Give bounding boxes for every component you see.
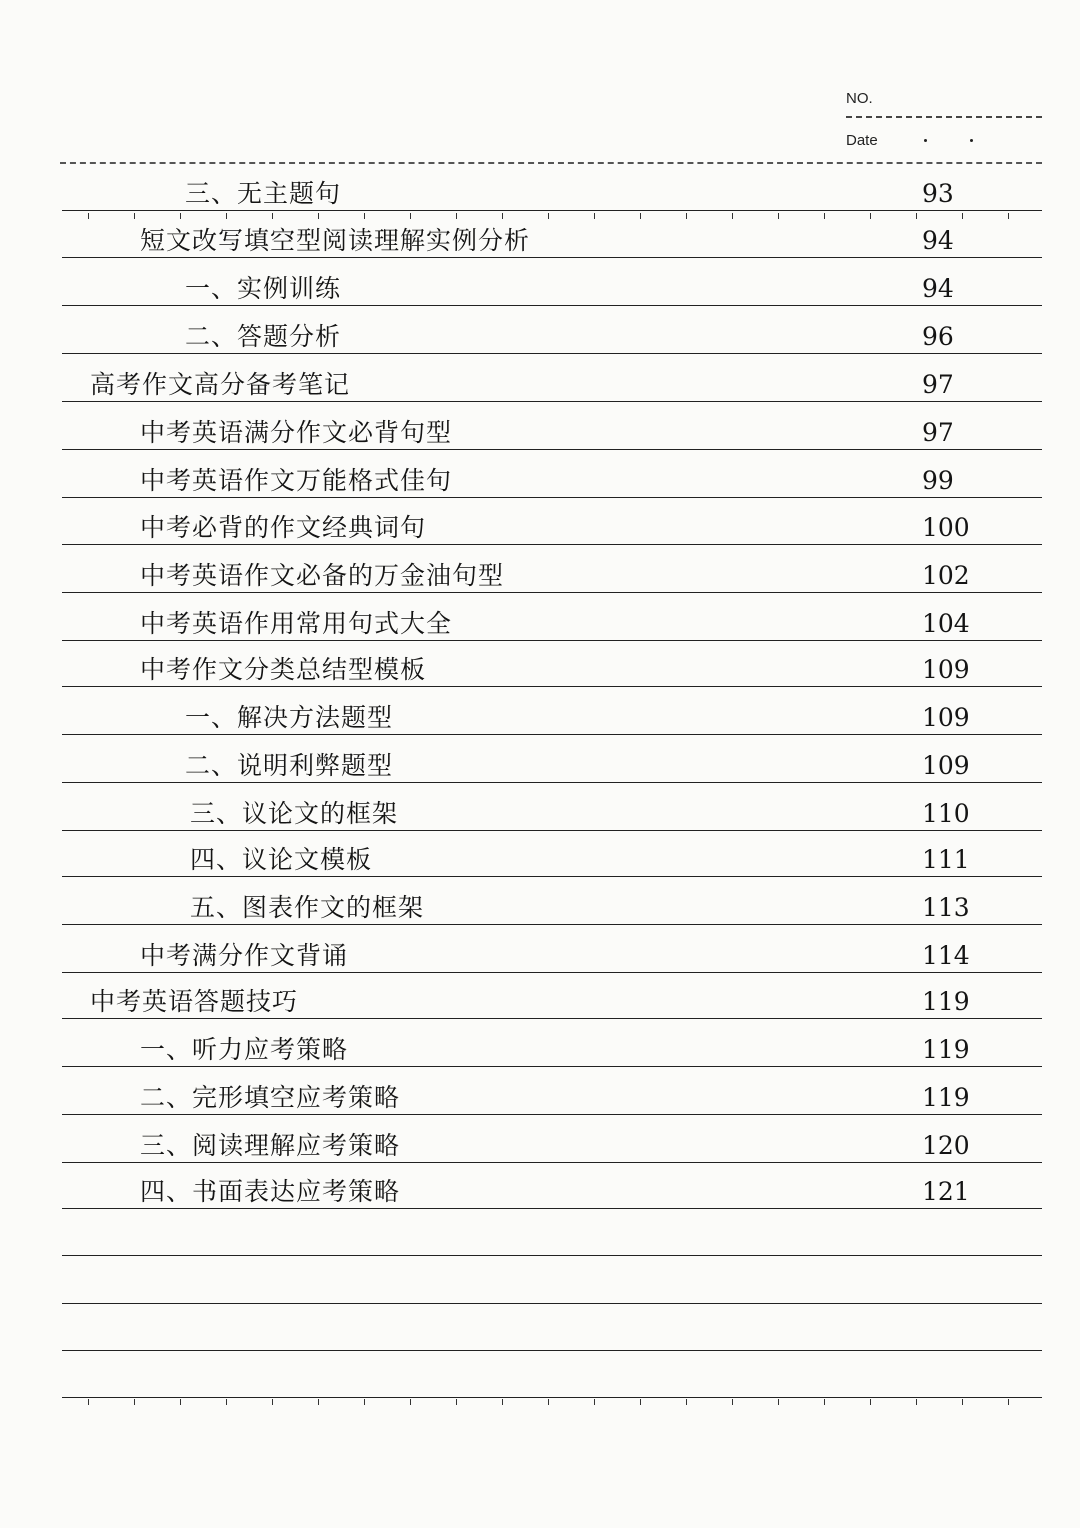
ruler-tick xyxy=(226,1399,227,1405)
header-dashed-divider xyxy=(846,116,1042,118)
ruler-tick xyxy=(364,213,365,219)
toc-entry-page: 97 xyxy=(922,418,954,447)
ruled-line xyxy=(62,353,1042,354)
ruler-tick xyxy=(456,213,457,219)
toc-entry-page: 111 xyxy=(922,845,970,874)
ruled-line xyxy=(62,592,1042,593)
toc-entry-title: 一、解决方法题型 xyxy=(185,703,394,732)
ruled-line xyxy=(62,734,1042,735)
ruler-tick xyxy=(824,213,825,219)
ruled-line xyxy=(62,924,1042,925)
ruled-line xyxy=(62,1066,1042,1067)
ruled-line xyxy=(62,449,1042,450)
toc-entry-page: 97 xyxy=(922,370,954,399)
toc-entry-page: 94 xyxy=(922,226,954,255)
ruled-line xyxy=(62,1162,1042,1163)
ruler-tick xyxy=(778,1399,779,1405)
ruler-tick xyxy=(502,1399,503,1405)
ruler-tick xyxy=(778,213,779,219)
toc-entry-page: 104 xyxy=(922,609,970,638)
toc-entry-title: 中考作文分类总结型模板 xyxy=(140,655,427,684)
date-separator-dot xyxy=(924,139,927,142)
ruler-tick xyxy=(318,1399,319,1405)
ruler-tick xyxy=(1008,213,1009,219)
ruler-tick xyxy=(88,1399,89,1405)
toc-entry-page: 94 xyxy=(922,274,954,303)
toc-entry-title: 三、阅读理解应考策略 xyxy=(140,1131,401,1160)
ruled-line xyxy=(62,401,1042,402)
ruler-tick xyxy=(88,213,89,219)
toc-entry-page: 121 xyxy=(922,1177,970,1206)
ruler-tick xyxy=(686,1399,687,1405)
ruler-tick xyxy=(1008,1399,1009,1405)
toc-entry-title: 中考英语满分作文必背句型 xyxy=(140,418,453,447)
ruler-tick xyxy=(456,1399,457,1405)
toc-entry-page: 99 xyxy=(922,466,954,495)
toc-entry-page: 119 xyxy=(922,1083,970,1112)
ruler-tick xyxy=(732,213,733,219)
ruled-line xyxy=(62,1208,1042,1209)
toc-entry-page: 113 xyxy=(922,893,970,922)
ruled-line xyxy=(62,1350,1042,1351)
toc-entry-title: 一、实例训练 xyxy=(185,274,342,303)
header-date-label: Date xyxy=(846,132,878,149)
ruler-tick xyxy=(180,1399,181,1405)
ruler-tick xyxy=(870,1399,871,1405)
ruler-tick xyxy=(134,1399,135,1405)
ruled-line xyxy=(62,1303,1042,1304)
toc-entry-title: 三、议论文的框架 xyxy=(190,799,399,828)
toc-entry-title: 中考英语作用常用句式大全 xyxy=(140,609,453,638)
toc-entry-title: 二、完形填空应考策略 xyxy=(140,1083,401,1112)
ruler-tick xyxy=(410,213,411,219)
ruler-tick xyxy=(962,213,963,219)
ruler-tick xyxy=(180,213,181,219)
toc-entry-page: 109 xyxy=(922,751,970,780)
toc-entry-title: 中考英语答题技巧 xyxy=(90,987,299,1016)
date-separator-dot xyxy=(970,139,973,142)
toc-entry-title: 短文改写填空型阅读理解实例分析 xyxy=(140,226,531,255)
ruler-tick xyxy=(548,213,549,219)
ruled-line xyxy=(62,782,1042,783)
ruler-tick xyxy=(640,1399,641,1405)
toc-entry-title: 二、答题分析 xyxy=(185,322,342,351)
toc-entry-page: 114 xyxy=(922,941,970,970)
ruler-tick xyxy=(594,213,595,219)
ruler-tick xyxy=(548,1399,549,1405)
ruler-tick xyxy=(870,213,871,219)
ruled-line xyxy=(62,305,1042,306)
toc-entry-title: 高考作文高分备考笔记 xyxy=(90,370,351,399)
ruled-line xyxy=(62,876,1042,877)
toc-entry-title: 二、说明利弊题型 xyxy=(185,751,394,780)
ruler-tick xyxy=(824,1399,825,1405)
ruler-tick xyxy=(502,213,503,219)
ruler-tick xyxy=(364,1399,365,1405)
toc-entry-page: 119 xyxy=(922,987,970,1016)
toc-entry-title: 一、听力应考策略 xyxy=(140,1035,349,1064)
header-rule xyxy=(60,162,1042,164)
toc-entry-page: 109 xyxy=(922,655,970,684)
ruler-tick xyxy=(916,213,917,219)
ruled-line xyxy=(62,257,1042,258)
ruled-line xyxy=(62,640,1042,641)
toc-entry-page: 110 xyxy=(922,799,970,828)
toc-entry-title: 中考英语作文必备的万金油句型 xyxy=(140,561,505,590)
ruled-line xyxy=(62,497,1042,498)
ruler-tick xyxy=(226,213,227,219)
toc-entry-page: 119 xyxy=(922,1035,970,1064)
toc-entry-title: 中考必背的作文经典词句 xyxy=(140,513,427,542)
toc-entry-page: 100 xyxy=(922,513,970,542)
ruled-line xyxy=(62,972,1042,973)
ruled-line xyxy=(62,1255,1042,1256)
ruled-line xyxy=(62,830,1042,831)
toc-entry-title: 四、议论文模板 xyxy=(190,845,373,874)
toc-entry-page: 93 xyxy=(922,179,954,208)
ruler-tick xyxy=(962,1399,963,1405)
toc-entry-title: 三、无主题句 xyxy=(185,179,342,208)
toc-entry-page: 96 xyxy=(922,322,954,351)
ruler-tick xyxy=(410,1399,411,1405)
toc-entry-title: 中考满分作文背诵 xyxy=(140,941,349,970)
ruler-tick xyxy=(686,213,687,219)
ruler-tick xyxy=(272,1399,273,1405)
ruler-tick xyxy=(640,213,641,219)
ruled-line xyxy=(62,544,1042,545)
ruled-line xyxy=(62,686,1042,687)
toc-entry-page: 120 xyxy=(922,1131,970,1160)
ruler-tick xyxy=(916,1399,917,1405)
toc-entry-title: 五、图表作文的框架 xyxy=(190,893,425,922)
ruled-line xyxy=(62,1114,1042,1115)
toc-entry-page: 102 xyxy=(922,561,970,590)
ruler-tick xyxy=(732,1399,733,1405)
ruler-tick xyxy=(134,213,135,219)
header-no-label: NO. xyxy=(846,90,873,107)
ruled-line xyxy=(62,210,1042,211)
ruler-tick xyxy=(594,1399,595,1405)
toc-entry-page: 109 xyxy=(922,703,970,732)
ruled-line xyxy=(62,1397,1042,1398)
toc-entry-title: 中考英语作文万能格式佳句 xyxy=(140,466,453,495)
toc-entry-title: 四、书面表达应考策略 xyxy=(140,1177,401,1206)
ruler-tick xyxy=(318,213,319,219)
ruled-line xyxy=(62,1018,1042,1019)
ruler-tick xyxy=(272,213,273,219)
